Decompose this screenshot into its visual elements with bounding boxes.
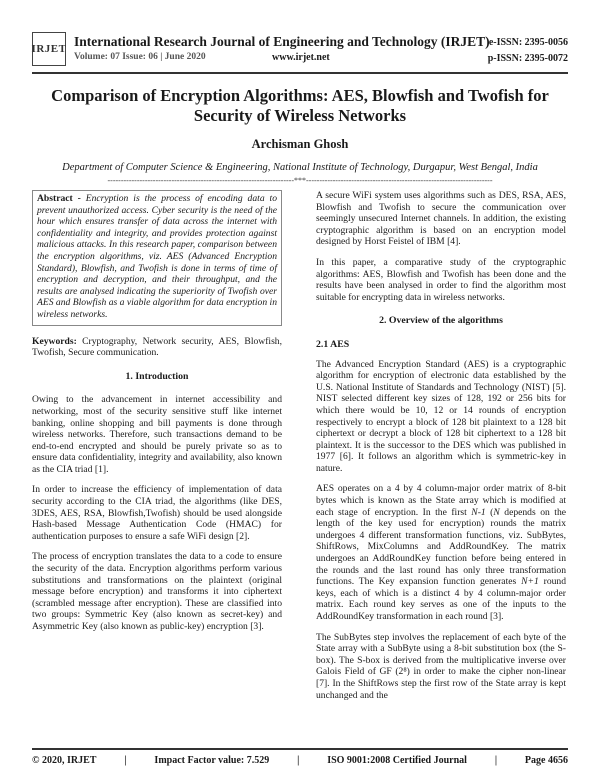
aes-var-n1: N-1	[471, 506, 486, 518]
paper-title: Comparison of Encryption Algorithms: AES, Blowfish and Twofish for Security of Wireless Networks	[51, 86, 549, 125]
right-column	[316, 190, 566, 710]
aes-var-n2: N	[493, 506, 500, 518]
footer-rule	[32, 748, 568, 750]
footer-impact-factor: Impact Factor value: 7.529	[154, 755, 270, 766]
author-name: Archisman Ghosh	[251, 137, 349, 151]
aes-paragraph-1: The Advanced Encryption Standard (AES) is a cryptographic algorithm for encryption of electronic data established by the U.S. National Institute of Standards and Technology (NIST) [5]. NIST selected different key sizes of 128, 192 or 256 bits for which there would be 10, 12 or 14 rounds of encryption respectively to encrypt a block of 128 bit plaintext to a 128 bit ciphertext or decrypt a block of 128 bit ciphertext to a 128 bit plaintext. It is the successor to the DES which was published in 1977 [6]. It follows an algorithm which is symmetric-key in nature.	[316, 358, 566, 474]
author-affiliation: Department of Computer Science & Engineering, National Institute of Technology, Durgapur, West Bengal, India	[62, 162, 538, 173]
abstract-box	[32, 190, 282, 326]
overview-heading: 2. Overview of the algorithms	[379, 315, 503, 327]
journal-logo	[32, 32, 66, 66]
aes-text-d: round keys, each of which is a distinct 4 by 4 column-major order matrix. Each round key serves as one of the inputs to the AddRoundKey transformation in each round [3].	[316, 576, 567, 622]
section-separator: ----------------------------------------------------------------------***----------------------------------------------------------------------	[107, 176, 493, 185]
footer-copyright: © 2020, IRJET	[32, 755, 97, 766]
e-issn: e-ISSN: 2395-0056	[488, 37, 568, 48]
abstract-text: Encryption is the process of encoding data to prevent unauthorized access. Cyber security is the need of the hour which ensures transfer of data across the internet with confidentiality and integrity, and provides protection against malicious attacks. In this research paper, comparison between the encryption algorithms, viz. AES (Advanced Encryption Standard), Blowfish, and Twofish is done in terms of time of encryption and decryption, and their throughput, and the results are analysed indicating the superiority of Twofish over AES and Blowfish as a viable algorithm for data encryption in wireless networks.	[37, 193, 277, 320]
keywords	[32, 336, 282, 359]
aes-subheading: 2.1 AES	[316, 338, 350, 350]
aes-text-b: (	[485, 506, 494, 518]
right-paragraph-2: In this paper, a comparative study of the cryptographic algorithms: AES, Blowfish and Twofish has been done and the results have been analysed in order to find the algorithm most suitable for encrypting data in wireless networks.	[316, 256, 566, 303]
footer-page-number: Page 4656	[524, 755, 568, 766]
page-footer	[32, 755, 568, 766]
aes-paragraph-2	[316, 483, 566, 622]
intro-heading: 1. Introduction	[125, 370, 189, 382]
keywords-label: Keywords:	[32, 335, 77, 347]
aes-text-a: AES operates on a 4 by 4 column-major order matrix of 8-bit bytes which is known as the State array which is modified at each stage of encryption. In the first	[316, 483, 566, 518]
volume-info: Volume: 07 Issue: 06 | June 2020	[74, 52, 206, 62]
p-issn: p-ISSN: 2395-0072	[487, 53, 568, 64]
logo-text: IRJET	[31, 43, 67, 55]
left-column	[32, 190, 282, 642]
aes-paragraph-3: The SubBytes step involves the replacement of each byte of the State array with a SubByte using a 8-bit substitution box (the S-box). The S-box is derived from the multiplicative inverse over Galois Field of GF (2⁸) in order to make the cipher non-linear [7]. In the ShiftRows step the first row of the State array is kept unchanged and the	[316, 631, 566, 701]
aes-var-n3: N+1	[521, 576, 539, 588]
footer-pipe-2: |	[297, 755, 300, 766]
aes-text-c: depends on the length of the key used for encryption) rounds the matrix undergoes 4 different transformation functions, viz. SubBytes, ShiftRows, MixColumns and AddRoundKey. The matrix undergoes an AddRoundKey function before being entered in the rounds and the last round has only three transformation functions. The Key expansion function generates	[316, 506, 567, 588]
intro-paragraph-3: The process of encryption translates the data to a code to ensure the security of the data. Encryption algorithms perform various substitutions and transformations on the plaintext (original message before encryption) and transforms it into ciphertext (scrambled message after encryption). These are classified into two groups: Symmetric Key (also known as secret-key) and Asymmetric Key (also known as public-key) encryption [3].	[32, 551, 282, 632]
footer-pipe-1: |	[124, 755, 127, 766]
intro-paragraph-2: In order to increase the efficiency of implementation of data security according to the CIA triad, the algorithms (like DES, 3DES, AES, RSA, Blowfish,Twofish) should be used alongside Hash-based Message Authentication Code (HMAC) for authentication purposes to ensure a safe WiFi design [2].	[32, 484, 282, 542]
journal-header	[32, 32, 568, 70]
footer-pipe-3: |	[494, 755, 498, 766]
abstract-label: Abstract -	[37, 193, 81, 204]
intro-paragraph-1: Owing to the advancement in internet accessibility and networking, most of the security sensitive stuff like internet banking, online shopping and bill payments is done through wireless networks. Therefore, such transactions demand to be end-to-end encrypted and should be purely private so as to ensure data confidentiality, integrity and availability, also known as the CIA triad [1].	[32, 394, 282, 475]
header-rule	[32, 72, 568, 74]
keywords-text: Cryptography, Network security, AES, Blowfish, Twofish, Secure communication.	[32, 335, 282, 359]
right-paragraph-1: A secure WiFi system uses algorithms such as DES, RSA, AES, Blowfish and Twofish to secure the communication over seemingly unsecured Internet channels. In addition, the existing cryptographic algorithm is based on an encryption model designed by Horst Feistel of IBM [4].	[316, 190, 566, 248]
footer-iso: ISO 9001:2008 Certified Journal	[327, 755, 467, 766]
journal-website: www.irjet.net	[272, 52, 330, 63]
journal-name: International Research Journal of Engineering and Technology (IRJET)	[74, 34, 490, 49]
